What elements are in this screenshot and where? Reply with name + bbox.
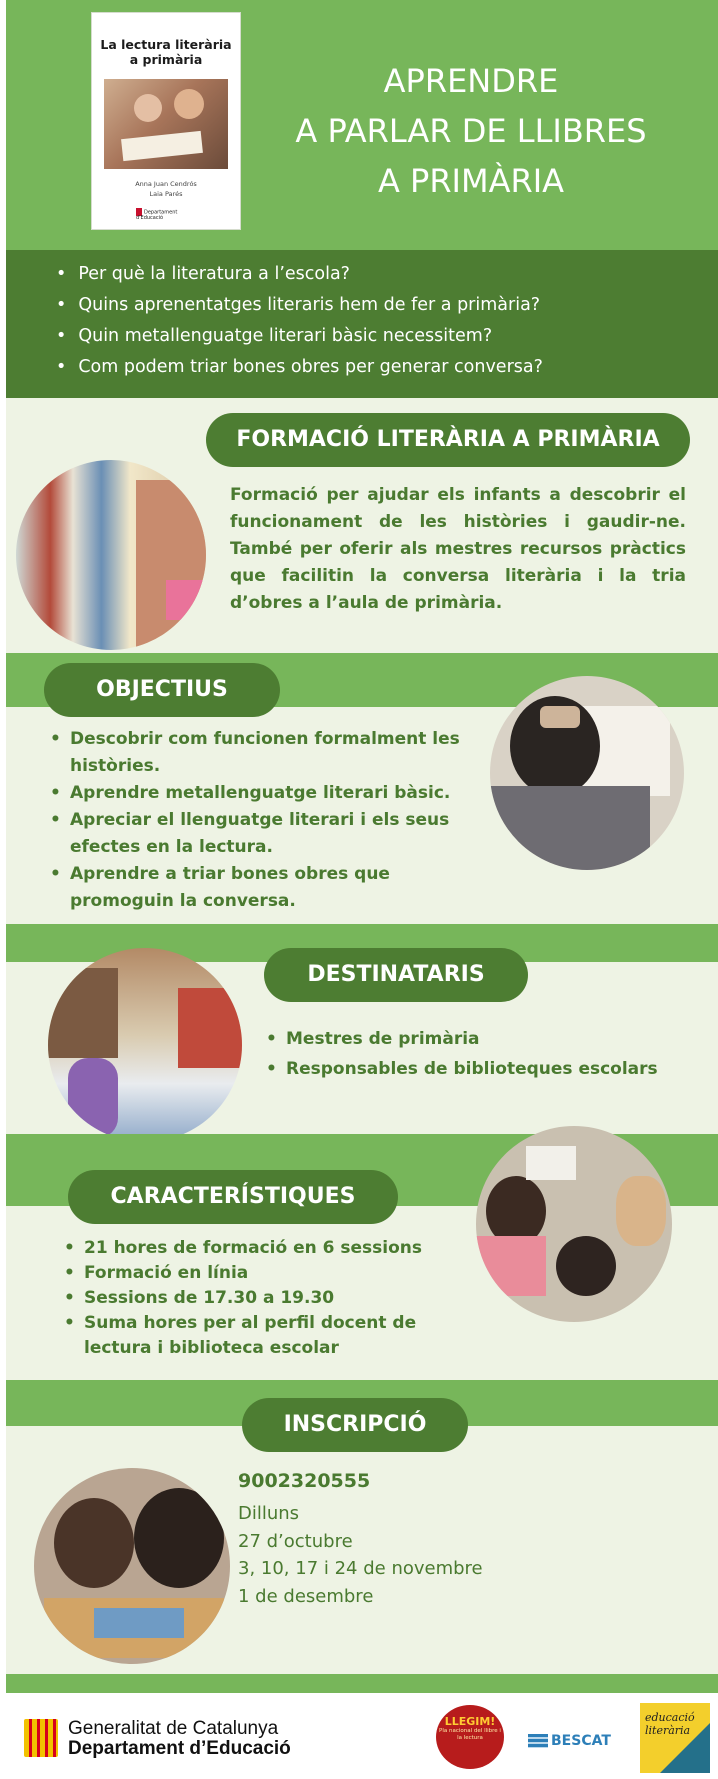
inscripcio-date: 1 de desembre — [238, 1585, 374, 1607]
destinataris-item: • Mestres de primària — [266, 1024, 686, 1054]
formacio-description: Formació per ajudar els infants a descobrir el funcionament de les històries i gaudir-ne. També per oferir als mestres recursos pràctics que facilitin la conversa literària i la tria d’obres a l’aula de primària. — [230, 485, 686, 613]
bescat-icon — [528, 1734, 548, 1748]
page-title: APRENDRE A PARLAR DE LLIBRES A PRIMÀRIA — [295, 62, 647, 200]
students-reading-photo — [476, 1126, 672, 1322]
hero-header — [6, 0, 718, 250]
reading-girl-photo — [490, 676, 684, 870]
poster — [6, 0, 718, 1779]
library-photo — [16, 460, 206, 650]
caracteristiques-item: • Formació en línia — [64, 1261, 464, 1286]
bescat-logo: BESCAT — [528, 1733, 611, 1749]
formacio-heading: FORMACIÓ LITERÀRIA A PRIMÀRIA — [206, 413, 690, 467]
inscripcio-date: Dilluns — [238, 1503, 300, 1524]
generalitat-name: Generalitat de Catalunya Departament d’Educació — [68, 1718, 291, 1759]
question-item: • Per què la literatura a l’escola? — [56, 259, 543, 290]
caracteristiques-list — [64, 1236, 464, 1361]
questions-section — [6, 250, 718, 398]
inscripcio-date: 27 d’octubre — [238, 1530, 353, 1552]
book-cover — [91, 12, 241, 230]
inscripcio-heading: INSCRIPCIÓ — [242, 1398, 468, 1452]
book-cover-authors: Anna Juan Cendrós Laia Parés — [135, 180, 197, 198]
objectius-item: • Aprendre metallenguatge literari bàsic. — [50, 780, 460, 807]
book-cover-photo — [104, 79, 228, 169]
book-cover-title: La lectura literària a primària — [100, 37, 232, 67]
inscripcio-dates — [238, 1500, 483, 1610]
objectius-item: • Apreciar el llenguatge literari i els seus efectes en la lectura. — [50, 807, 460, 861]
destinataris-item: • Responsables de biblioteques escolars — [266, 1054, 686, 1084]
destinataris-heading: DESTINATARIS — [264, 948, 528, 1002]
inscripcio-date: 3, 10, 17 i 24 de novembre — [238, 1558, 483, 1579]
footer-band — [6, 1674, 718, 1693]
caracteristiques-item: • Suma hores per al perfil docent de lectura i biblioteca escolar — [64, 1311, 464, 1361]
question-item: • Quins aprenentatges literaris hem de fer a primària? — [56, 290, 543, 321]
bookshop-photo — [48, 948, 242, 1142]
educacio-literaria-logo: educació literària — [640, 1703, 710, 1773]
book-cover-publisher-logo: Departament d'Educació — [136, 209, 178, 221]
destinataris-list — [266, 1024, 686, 1084]
question-item: • Quin metallenguatge literari bàsic necessitem? — [56, 321, 543, 352]
objectius-item: • Aprendre a triar bones obres que promoguin la conversa. — [50, 861, 460, 915]
objectius-item: • Descobrir com funcionen formalment les històries. — [50, 726, 460, 780]
footer — [6, 1693, 718, 1779]
two-girls-photo — [34, 1468, 230, 1664]
question-item: • Com podem triar bones obres per generar conversa? — [56, 352, 543, 383]
llegim-logo: LLEGIM! Pla nacional del llibre i la lectura — [436, 1705, 504, 1769]
questions-list — [56, 259, 543, 383]
caracteristiques-item: • Sessions de 17.30 a 19.30 — [64, 1286, 464, 1311]
caracteristiques-heading: CARACTERÍSTIQUES — [68, 1170, 398, 1224]
caracteristiques-item: • 21 hores de formació en 6 sessions — [64, 1236, 464, 1261]
objectius-heading: OBJECTIUS — [44, 663, 280, 717]
generalitat-logo-icon — [24, 1719, 58, 1757]
objectius-list — [50, 726, 460, 915]
inscripcio-code: 9002320555 — [238, 1470, 371, 1492]
